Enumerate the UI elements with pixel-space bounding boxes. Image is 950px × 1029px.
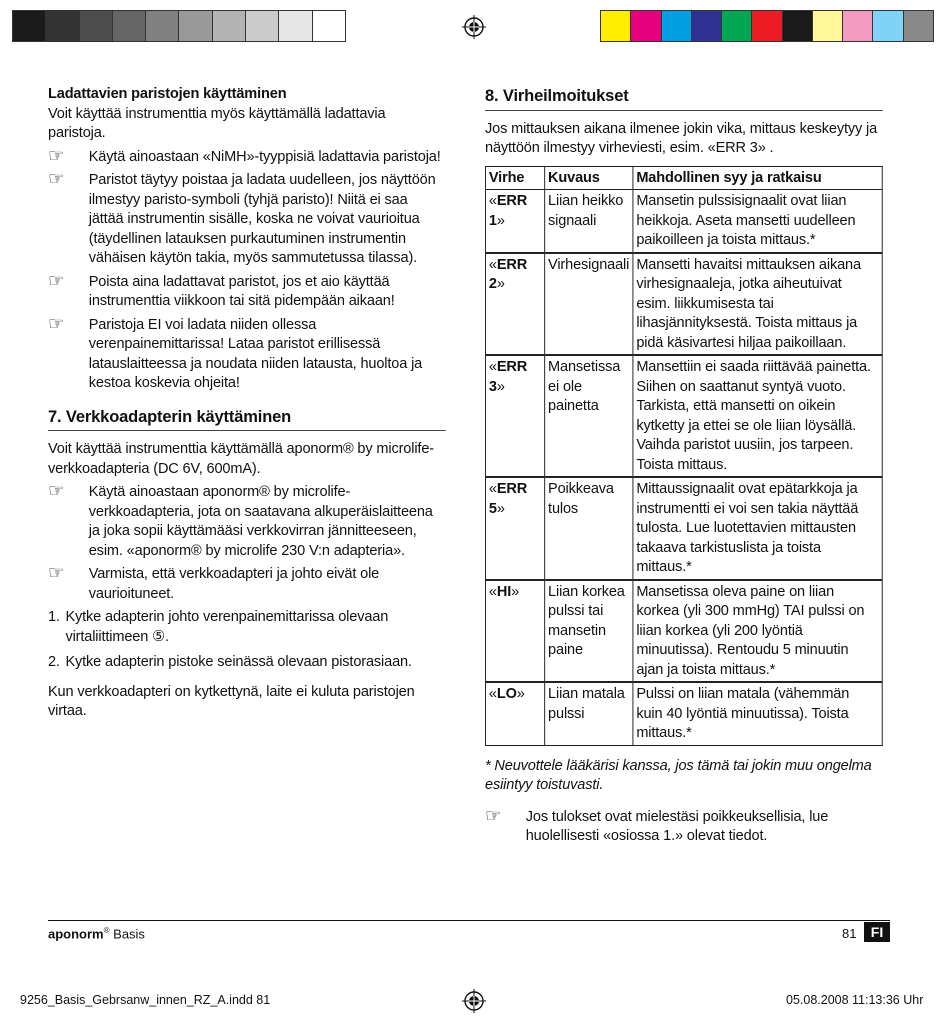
hint-item: ☞ Paristoja EI voi ladata niiden ollessa verenpainemittarissa! Lataa paristot erillisessä latauslaitteessa ja noudata niiden latausta, huoltoa ja kestoa koskevia ohjeita! <box>48 313 423 391</box>
pointing-hand-icon: ☞ <box>48 270 65 292</box>
table-row <box>485 477 882 580</box>
heading-rule <box>485 110 883 111</box>
error-code-cell: «HI» <box>485 580 544 683</box>
color-swatch <box>631 11 661 41</box>
table-row <box>485 355 882 477</box>
pointing-hand-icon: ☞ <box>48 313 65 335</box>
grayscale-calibration-bar <box>12 10 346 42</box>
column-header: Virhe <box>485 166 544 190</box>
rechargeable-heading: Ladattavien paristojen käyttäminen <box>48 85 287 102</box>
file-slug: 9256_Basis_Gebrsanw_innen_RZ_A.indd 81 <box>20 993 271 1007</box>
color-calibration-bar <box>600 10 934 42</box>
color-swatch <box>904 11 933 41</box>
hint-item: ☞ Poista aina ladattavat paristot, jos et aio käyttää instrumenttia viikkoon tai sitä pidempään aikaan! <box>48 270 395 309</box>
error-table <box>485 166 883 746</box>
column-header: Mahdollinen syy ja ratkaisu <box>633 166 882 190</box>
table-header-row <box>485 166 882 190</box>
color-swatch <box>843 11 873 41</box>
hint-item: ☞ Varmista, että verkkoadapteri ja johto eivät ole vaurioituneet. <box>48 563 380 602</box>
gray-swatch <box>146 11 179 41</box>
column-header: Kuvaus <box>545 166 633 190</box>
error-code-cell: «ERR 1» <box>485 190 544 253</box>
gray-swatch <box>13 11 46 41</box>
registration-mark-icon <box>462 989 486 1013</box>
table-row <box>485 190 882 253</box>
registration-mark-icon <box>462 15 486 39</box>
errors-intro: Jos mittauksen aikana ilmenee jokin vika, mittaus keskeytyy ja näyttöön ilmestyy virheviesti, esim. «ERR 3» . <box>485 119 878 156</box>
error-cause-cell: Mansettiin ei saada riittävää painetta. Siihen on saattanut syntyä vuoto. Tarkista, että mansetti on oikein kytketty ja ettei se ole liian löysällä. Vaihda paristot uusiin, jos tarpeen. Toista mittaus. <box>633 355 882 477</box>
hint-item: ☞ Käytä ainoastaan «NiMH»-tyyppisiä ladattavia paristoja! <box>48 145 441 167</box>
error-description-cell: Liian matala pulssi <box>545 682 633 745</box>
color-swatch <box>601 11 631 41</box>
table-row <box>485 253 882 356</box>
gray-swatch <box>113 11 146 41</box>
error-description-cell: Liian heikko signaali <box>545 190 633 253</box>
right-column <box>485 84 883 846</box>
gray-swatch <box>46 11 79 41</box>
hint-item: ☞ Käytä ainoastaan aponorm® by microlife-verkkoadapteria, jota on saatavana alkuperäislaitteena ja joka sopii käyttämääsi verkkovirran jännitteeseen, esim. «aponorm® by microlife 230 V:n adapteria». <box>48 481 433 559</box>
rechargeable-intro: Voit käyttää instrumenttia myös käyttämällä ladattavia paristoja. <box>48 104 386 141</box>
gray-swatch <box>179 11 212 41</box>
section-7-heading: 7. Verkkoadapterin käyttäminen <box>48 406 292 426</box>
pointing-hand-icon: ☞ <box>48 169 65 190</box>
color-swatch <box>662 11 692 41</box>
error-description-cell: Poikkeava tulos <box>545 477 633 580</box>
gray-swatch <box>80 11 113 41</box>
step-item: 1. Kytke adapterin johto verenpainemittarissa olevaan virtaliittimeen ⑤. <box>48 608 389 645</box>
color-swatch <box>813 11 843 41</box>
error-cause-cell: Mansetti havaitsi mittauksen aikana virhesignaaleja, jotka aiheutuivat esim. liikkumisesta tai lihasjännityksestä. Toista mittaus ja pidä käsivartesi hiljaa paikoillaan. <box>633 253 882 356</box>
left-column <box>48 84 446 721</box>
color-swatch <box>873 11 903 41</box>
adapter-closing: Kun verkkoadapteri on kytkettynä, laite ei kuluta paristojen virtaa. <box>48 682 415 719</box>
error-cause-cell: Mansetin pulssisignaalit ovat liian heikkoja. Aseta mansetti uudelleen paikoilleen ja toista mittaus.* <box>633 190 882 253</box>
gray-swatch <box>246 11 279 41</box>
hint-item: ☞ Jos tulokset ovat mielestäsi poikkeuksellisia, lue huolellisesti «osiossa 1.» olevat tiedot. <box>485 805 829 844</box>
color-swatch <box>752 11 782 41</box>
error-description-cell: Virhesignaali <box>545 253 633 356</box>
error-code-cell: «ERR 5» <box>485 477 544 580</box>
pointing-hand-icon: ☞ <box>48 481 65 502</box>
section-8-heading: 8. Virheilmoitukset <box>485 86 629 105</box>
footer-rule <box>48 920 890 921</box>
table-row <box>485 580 882 683</box>
hint-item: ☞ Paristot täytyy poistaa ja ladata uudelleen, jos näyttöön ilmestyy paristo-symboli (tyhjä paristo)! Niitä ei saa jättää instrumentin sisälle, koska ne voivat vaurioitua (täydellinen latauksen purkautuminen instrumentin vähäisen käytön takia, myös sammutetussa tilassa). <box>48 169 436 266</box>
date-slug: 05.08.2008 11:13:36 Uhr <box>786 993 924 1007</box>
color-swatch <box>722 11 752 41</box>
footer-brand: aponorm® Basis <box>48 926 145 942</box>
color-swatch <box>692 11 722 41</box>
language-badge: FI <box>864 922 890 942</box>
heading-rule <box>48 430 446 431</box>
error-code-cell: «ERR 3» <box>485 355 544 477</box>
step-item: 2. Kytke adapterin pistoke seinässä olevaan pistorasiaan. <box>48 653 412 670</box>
pointing-hand-icon: ☞ <box>48 563 65 584</box>
pointing-hand-icon: ☞ <box>485 805 502 827</box>
error-code-cell: «LO» <box>485 682 544 745</box>
color-swatch <box>783 11 813 41</box>
error-description-cell: Mansetissa ei ole painetta <box>545 355 633 477</box>
gray-swatch <box>213 11 246 41</box>
footnote: * Neuvottele lääkärisi kanssa, jos tämä tai jokin muu ongelma esiintyy toistuvasti. <box>485 756 872 793</box>
table-row <box>485 682 882 745</box>
error-cause-cell: Pulssi on liian matala (vähemmän kuin 40 lyöntiä minuutissa). Toista mittaus.* <box>633 682 882 745</box>
error-cause-cell: Mittaussignaalit ovat epätarkkoja ja instrumentti ei voi sen takia näyttää tulosta. Lue luotettavien mittausten takaava tarkistuslista ja toista mittaus.* <box>633 477 882 580</box>
error-cause-cell: Mansetissa oleva paine on liian korkea (yli 300 mmHg) TAI pulssi on liian korkea (yli 200 lyöntiä minuutissa). Rentoudu 5 minuutin ajan ja toista mittaus.* <box>633 580 882 683</box>
page-number: 81 <box>842 926 857 941</box>
pointing-hand-icon: ☞ <box>48 145 65 167</box>
adapter-intro: Voit käyttää instrumenttia käyttämällä aponorm® by microlife-verkkoadapteria (DC 6V, 600mA). <box>48 440 434 477</box>
error-description-cell: Liian korkea pulssi tai mansetin paine <box>545 580 633 683</box>
gray-swatch <box>313 11 345 41</box>
gray-swatch <box>279 11 312 41</box>
error-code-cell: «ERR 2» <box>485 253 544 356</box>
